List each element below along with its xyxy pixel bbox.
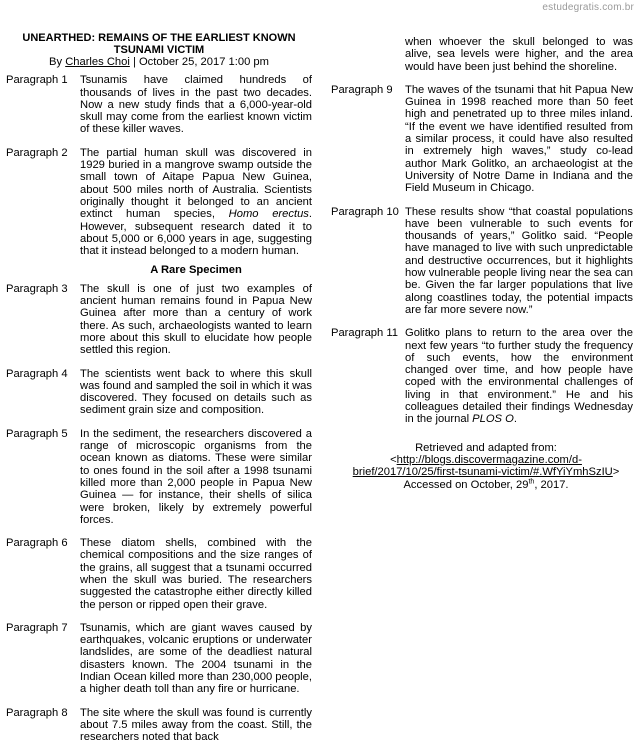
byline [6, 56, 312, 68]
watermark: estudegratis.com.br [542, 2, 634, 13]
paragraph-text: These diatom shells, combined with the chemical compositions and the size ranges of the grains, all suggest that a tsunami occurred when the skull was buried. The researchers suggested the catastrophe either directly killed the person or ripped open their grave. [80, 537, 312, 611]
paragraph-label: Paragraph 5 [6, 427, 68, 440]
paragraph-label: Paragraph 7 [6, 621, 68, 634]
paragraph-text: The waves of the tsunami that hit Papua New Guinea in 1998 reached more than 50 feet high and penetrated up to three miles inland. “If the event we have identified resulted from a similar process, it could have also resulted in extremely high waves,” study co-lead author Mark Golitko, an archaeologist at the University of Notre Dame in Indiana and the Field Museum in Chicago. [405, 83, 633, 195]
paragraph-7 [6, 622, 312, 696]
paragraph-text: Golitko plans to return to the area over the next few years “to further study the frequency of such events, how the environment changed over time, and how people have coped with the environmental challenges of living in that environment.” He and his colleagues detailed their findings Wednesday in the journal PLOS O. [405, 327, 633, 426]
author-link[interactable]: Charles Choi [65, 56, 130, 68]
paragraph-2 [6, 147, 312, 258]
paragraph-1 [6, 74, 312, 135]
paragraph-label: Paragraph 1 [6, 74, 68, 87]
paragraph-8-continuation: when whoever the skull belonged to was alive, sea levels were higher, and the area would have been just behind the shoreline. [405, 36, 633, 73]
paragraph-4 [6, 368, 312, 417]
journal-name: PLOS O [472, 413, 514, 426]
paragraph-label: Paragraph 3 [6, 282, 68, 295]
paragraph-label: Paragraph 8 [6, 706, 68, 719]
paragraph-label: Paragraph 2 [6, 146, 68, 159]
paragraph-10 [331, 206, 633, 317]
paragraph-text: Tsunamis, which are giant waves caused by earthquakes, volcanic eruptions or underwater landslides, are some of the deadliest natural disasters known. The 2004 tsunami in the Indian Ocean killed more than 230,000 people, a higher death toll than any fire or hurricane. [80, 621, 312, 696]
paragraph-text: The partial human skull was discovered in 1929 buried in a mangrove swamp outside the small town of Aitape Papua New Guinea, about 500 miles north of Australia. Scientists originally thought it belonged to an ancient extinct human species, Homo erectus. However, subsequent research dated it to about 5,000 or 6,000 years in age, suggesting that it instead belonged to a modern human. [80, 146, 313, 258]
section-subheading: A Rare Specimen [150, 264, 242, 277]
byline-prefix: By [49, 56, 66, 68]
article-title: UNEARTHED: REMAINS OF THE EARLIEST KNOWN TSUNAMI VICTIM [22, 32, 296, 56]
paragraph-9 [331, 84, 633, 195]
paragraph-label: Paragraph 4 [6, 367, 68, 380]
paragraph-label: Paragraph 11 [331, 327, 398, 340]
right-column [331, 36, 633, 491]
paragraph-8 [6, 707, 312, 744]
source-url-line: <http://blogs.discovermagazine.com/d-brief/2017/10/25/first-tsunami-victim/#.WfYiYmhSzIU> [352, 453, 620, 479]
paragraph-text: Tsunamis have claimed hundreds of thousands of lives in the past two decades. Now a new study finds that a 6,000-year-old skull may come from the earliest known victim of these killer waves. [80, 74, 312, 136]
paragraph-text: In the sediment, the researchers discovered a range of microscopic organisms from the ocean known as diatoms. These were similar to ones found in the soil after a 1998 tsunami killed more than 2,000 people in Papua New Guinea — for instance, their shells of silica were broken, likely by extremely powerful forces. [80, 427, 312, 526]
paragraph-label: Paragraph 9 [331, 83, 393, 96]
paragraph-text: These results show “that coastal populations have been vulnerable to such events for thousands of years,” Golitko said. “People have managed to live with such unpredictable and destructive occurrences, but it highlights how vulnerable people living near the sea can be. Given the far larger populations that live along coastlines today, the potential impacts are far more severe now.” [405, 205, 633, 316]
paragraph-11 [331, 327, 633, 425]
accessed-date: Accessed on October, 29th, 2017. [403, 477, 569, 491]
source-citation [339, 442, 633, 491]
paragraph-5 [6, 428, 312, 526]
left-column [6, 28, 312, 755]
paragraph-6 [6, 537, 312, 611]
paragraph-text: The scientists went back to where this skull was found and sampled the soil in which it was discovered. They focused on details such as sediment grain size and composition. [80, 367, 312, 417]
species-name: Homo erectus [228, 208, 309, 221]
paragraph-text: The skull is one of just two examples of ancient human remains found in Papua New Guinea after more than a century of work there. As such, archaeologists wanted to learn more about this skull to elucidate how people settled this region. [80, 282, 312, 357]
source-intro: Retrieved and adapted from: [415, 441, 557, 454]
paragraph-label: Paragraph 10 [331, 205, 399, 218]
paragraph-text: The site where the skull was found is currently about 7.5 miles away from the coast. Still, the researchers noted that back [80, 706, 312, 744]
paragraph-label: Paragraph 6 [6, 537, 68, 550]
byline-date: | October 25, 2017 1:00 pm [129, 56, 269, 68]
paragraph-3 [6, 283, 312, 357]
source-link[interactable]: http://blogs.discovermagazine.com/d-brief/2017/10/25/first-tsunami-victim/#.WfYiYmhSzIU [352, 453, 613, 479]
